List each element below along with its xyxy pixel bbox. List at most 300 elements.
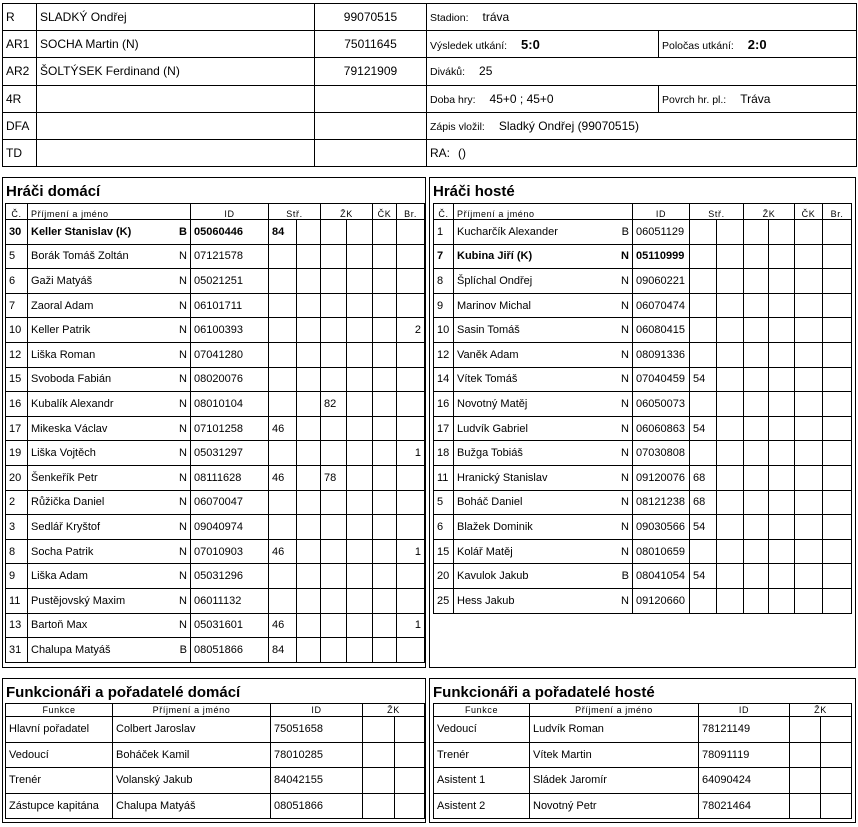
staff-role: Asistent 1 <box>434 768 530 794</box>
red-card <box>795 465 823 490</box>
staff-yellow-card-2 <box>395 793 425 819</box>
player-name-cell <box>454 515 633 540</box>
player-row <box>434 367 852 392</box>
player-number: 15 <box>6 367 28 392</box>
staff-yellow-card-2 <box>821 768 852 794</box>
player-row <box>434 392 852 417</box>
yellow-card-minute <box>744 367 769 392</box>
goals <box>823 441 852 466</box>
red-card <box>795 490 823 515</box>
player-number: 2 <box>6 490 28 515</box>
match-info-halftime <box>659 31 857 58</box>
player-id: 06050073 <box>633 392 690 417</box>
yellow-card-minute <box>744 465 769 490</box>
player-name-cell <box>454 318 633 343</box>
player-id: 05060446 <box>191 220 269 245</box>
staff-row <box>434 768 852 794</box>
substitution-minute <box>690 220 717 245</box>
player-name-cell <box>28 269 191 294</box>
player-name-cell <box>28 367 191 392</box>
substitution-minute <box>690 588 717 613</box>
player-number: 6 <box>434 515 454 540</box>
staff-yellow-card-2 <box>821 793 852 819</box>
player-type: N <box>621 397 629 410</box>
player-name: Sedlář Kryštof <box>31 520 101 533</box>
match-info-duration <box>427 85 659 112</box>
yellow-card-minute-2 <box>769 293 795 318</box>
player-name: Liška Roman <box>31 348 96 361</box>
player-row <box>434 220 852 245</box>
player-type: N <box>179 471 187 484</box>
header-1: Příjmení a jméno <box>454 204 633 220</box>
yellow-card-minute <box>744 490 769 515</box>
player-row <box>434 318 852 343</box>
player-number: 14 <box>434 367 454 392</box>
yellow-card-minute <box>321 638 347 663</box>
yellow-card-minute-2 <box>769 318 795 343</box>
staff-role: Asistent 2 <box>434 793 530 819</box>
red-card <box>795 220 823 245</box>
player-type: N <box>621 447 629 460</box>
red-card <box>795 515 823 540</box>
player-name-cell <box>454 244 633 269</box>
match-spectators: 25 <box>479 64 493 79</box>
match-ra: () <box>458 146 467 161</box>
player-id: 07041280 <box>191 342 269 367</box>
substitution-minute <box>690 342 717 367</box>
official-row <box>3 112 857 139</box>
player-number: 10 <box>434 318 454 343</box>
yellow-card-minute: 82 <box>321 392 347 417</box>
match-surface-label: Povrch hr. pl.: <box>662 93 727 106</box>
staff-header-row <box>434 704 852 717</box>
player-type: N <box>179 570 187 583</box>
player-header-row <box>434 204 852 220</box>
player-name-cell <box>28 564 191 589</box>
staff-name: Vítek Martin <box>530 742 699 768</box>
substitution-minute: 84 <box>269 638 297 663</box>
yellow-card-minute-2 <box>769 588 795 613</box>
player-number: 16 <box>6 392 28 417</box>
official-role: 4R <box>3 85 37 112</box>
yellow-card-minute-2 <box>347 220 373 245</box>
yellow-card-minute <box>744 392 769 417</box>
yellow-card-minute-2 <box>769 564 795 589</box>
player-name-cell <box>28 293 191 318</box>
official-row <box>3 31 857 58</box>
staff-yellow-card-2 <box>821 717 852 743</box>
goals <box>823 367 852 392</box>
player-name-cell <box>28 465 191 490</box>
player-row <box>434 342 852 367</box>
official-row <box>3 4 857 31</box>
substitution-minute-2 <box>717 588 744 613</box>
player-id: 06051129 <box>633 220 690 245</box>
staff-yellow-card-2 <box>395 742 425 768</box>
yellow-card-minute-2 <box>347 293 373 318</box>
player-type: B <box>621 570 629 583</box>
yellow-card-minute <box>744 515 769 540</box>
player-name: Liška Vojtěch <box>31 447 96 460</box>
official-name: SLADKÝ Ondřej <box>37 4 315 31</box>
player-id: 08051866 <box>191 638 269 663</box>
header-0: Č. <box>6 204 28 220</box>
player-id: 09060221 <box>633 269 690 294</box>
yellow-card-minute <box>744 342 769 367</box>
substitution-minute <box>269 588 297 613</box>
staff-row <box>6 742 425 768</box>
player-type: N <box>179 422 187 435</box>
player-name-cell <box>454 564 633 589</box>
header-3: Stř. <box>269 204 321 220</box>
home-players-table <box>5 203 425 663</box>
player-number: 9 <box>6 564 28 589</box>
player-name-cell <box>28 416 191 441</box>
substitution-minute-2 <box>717 293 744 318</box>
staff-id: 84042155 <box>271 768 363 794</box>
red-card <box>795 269 823 294</box>
player-id: 08010104 <box>191 392 269 417</box>
goals <box>823 293 852 318</box>
player-id: 07040459 <box>633 367 690 392</box>
staff-header-2: ID <box>699 704 790 717</box>
player-type: B <box>621 225 629 238</box>
staff-yellow-card <box>790 793 821 819</box>
substitution-minute <box>269 564 297 589</box>
yellow-card-minute-2 <box>769 490 795 515</box>
red-card <box>373 539 397 564</box>
player-type: N <box>179 397 187 410</box>
goals <box>823 564 852 589</box>
player-number: 9 <box>434 293 454 318</box>
player-name: Ludvík Gabriel <box>457 422 528 435</box>
substitution-minute-2 <box>717 465 744 490</box>
red-card <box>373 490 397 515</box>
red-card <box>795 367 823 392</box>
player-row <box>434 244 852 269</box>
player-row <box>434 441 852 466</box>
player-name: Šenkeřík Petr <box>31 471 98 484</box>
player-number: 12 <box>434 342 454 367</box>
player-number: 17 <box>6 416 28 441</box>
player-id: 09120076 <box>633 465 690 490</box>
player-name-cell <box>454 441 633 466</box>
player-row <box>6 515 425 540</box>
staff-header-0: Funkce <box>434 704 530 717</box>
player-name: Hess Jakub <box>457 594 515 607</box>
yellow-card-minute-2 <box>347 490 373 515</box>
yellow-card-minute-2 <box>769 269 795 294</box>
goals <box>397 244 425 269</box>
player-id: 07101258 <box>191 416 269 441</box>
player-name-cell <box>28 613 191 638</box>
player-number: 1 <box>434 220 454 245</box>
staff-yellow-card <box>790 768 821 794</box>
official-name <box>37 85 315 112</box>
player-id: 05031601 <box>191 613 269 638</box>
player-name-cell <box>28 441 191 466</box>
goals <box>397 293 425 318</box>
yellow-card-minute <box>321 367 347 392</box>
yellow-card-minute <box>321 293 347 318</box>
away-staff-title: Funkcionáři a pořadatelé hosté <box>433 684 655 701</box>
header-2: ID <box>191 204 269 220</box>
header-4: ŽK <box>744 204 795 220</box>
match-info-ra <box>427 139 857 166</box>
player-row <box>6 588 425 613</box>
player-id: 06070474 <box>633 293 690 318</box>
goals <box>397 220 425 245</box>
goals <box>823 539 852 564</box>
substitution-minute-2 <box>717 416 744 441</box>
substitution-minute-2 <box>717 269 744 294</box>
substitution-minute-2 <box>297 539 321 564</box>
player-row <box>6 490 425 515</box>
staff-name: Ludvík Roman <box>530 717 699 743</box>
match-info-table <box>2 3 857 167</box>
staff-role: Vedoucí <box>6 742 113 768</box>
staff-yellow-card <box>363 717 395 743</box>
red-card <box>373 515 397 540</box>
player-type: N <box>179 299 187 312</box>
yellow-card-minute-2 <box>769 515 795 540</box>
player-row <box>6 416 425 441</box>
staff-header-1: Příjmení a jméno <box>113 704 271 717</box>
player-number: 31 <box>6 638 28 663</box>
player-name-cell <box>28 588 191 613</box>
substitution-minute-2 <box>297 490 321 515</box>
player-name-cell <box>454 269 633 294</box>
substitution-minute: 54 <box>690 367 717 392</box>
goals <box>397 638 425 663</box>
match-spectators-label: Diváků: <box>430 66 466 79</box>
match-info-stadion <box>427 4 857 31</box>
substitution-minute <box>690 318 717 343</box>
yellow-card-minute-2 <box>347 638 373 663</box>
yellow-card-minute <box>744 416 769 441</box>
substitution-minute <box>269 293 297 318</box>
staff-id: 78091119 <box>699 742 790 768</box>
staff-yellow-card <box>363 768 395 794</box>
player-row <box>6 367 425 392</box>
player-type: N <box>179 250 187 263</box>
header-5: ČK <box>795 204 823 220</box>
player-name: Svoboda Fabián <box>31 373 112 386</box>
player-row <box>434 539 852 564</box>
player-id: 06080415 <box>633 318 690 343</box>
player-row <box>6 342 425 367</box>
match-stadion: tráva <box>482 10 510 25</box>
staff-yellow-card-2 <box>395 717 425 743</box>
player-id: 07010903 <box>191 539 269 564</box>
staff-name: Chalupa Matyáš <box>113 793 271 819</box>
staff-role: Trenér <box>6 768 113 794</box>
player-type: N <box>621 594 629 607</box>
player-type: N <box>621 422 629 435</box>
match-info-result <box>427 31 659 58</box>
player-header-row <box>6 204 425 220</box>
official-name: ŠOLTÝSEK Ferdinand (N) <box>37 58 315 85</box>
player-number: 12 <box>6 342 28 367</box>
player-id: 08121238 <box>633 490 690 515</box>
staff-yellow-card-2 <box>821 742 852 768</box>
substitution-minute <box>690 392 717 417</box>
player-row <box>6 465 425 490</box>
player-id: 08010659 <box>633 539 690 564</box>
staff-role: Hlavní pořadatel <box>6 717 113 743</box>
staff-id: 64090424 <box>699 768 790 794</box>
yellow-card-minute-2 <box>347 367 373 392</box>
player-row <box>6 638 425 663</box>
staff-name: Sládek Jaromír <box>530 768 699 794</box>
player-row <box>6 244 425 269</box>
player-row <box>434 269 852 294</box>
player-name: Boháč Daniel <box>457 496 523 509</box>
goals <box>397 416 425 441</box>
player-name: Blažek Dominik <box>457 520 533 533</box>
player-number: 11 <box>434 465 454 490</box>
player-type: N <box>179 619 187 632</box>
player-row <box>434 588 852 613</box>
yellow-card-minute-2 <box>769 392 795 417</box>
official-row <box>3 139 857 166</box>
official-name <box>37 112 315 139</box>
player-id: 05021251 <box>191 269 269 294</box>
staff-row <box>434 717 852 743</box>
yellow-card-minute <box>744 588 769 613</box>
substitution-minute: 68 <box>690 465 717 490</box>
staff-name: Volanský Jakub <box>113 768 271 794</box>
yellow-card-minute: 78 <box>321 465 347 490</box>
player-name: Bartoň Max <box>31 619 88 632</box>
home-players-title: Hráči domácí <box>6 183 101 200</box>
player-name: Liška Adam <box>31 570 88 583</box>
staff-row <box>434 742 852 768</box>
official-role: R <box>3 4 37 31</box>
staff-yellow-card <box>363 793 395 819</box>
substitution-minute <box>269 392 297 417</box>
yellow-card-minute-2 <box>769 244 795 269</box>
player-type: N <box>179 373 187 386</box>
yellow-card-minute <box>744 220 769 245</box>
match-halftime: 2:0 <box>747 36 767 52</box>
yellow-card-minute-2 <box>347 244 373 269</box>
player-number: 7 <box>434 244 454 269</box>
substitution-minute-2 <box>297 318 321 343</box>
staff-header-3: ŽK <box>790 704 852 717</box>
player-name: Keller Stanislav (K) <box>31 225 132 238</box>
substitution-minute-2 <box>297 588 321 613</box>
substitution-minute-2 <box>297 441 321 466</box>
yellow-card-minute <box>321 269 347 294</box>
substitution-minute <box>269 367 297 392</box>
substitution-minute <box>690 269 717 294</box>
yellow-card-minute <box>744 244 769 269</box>
home-staff-table <box>5 703 425 819</box>
match-info-spectators <box>427 58 857 85</box>
player-name: Mikeska Václav <box>31 422 108 435</box>
player-id: 08020076 <box>191 367 269 392</box>
header-0: Č. <box>434 204 454 220</box>
player-id: 06011132 <box>191 588 269 613</box>
red-card <box>373 269 397 294</box>
player-id: 07121578 <box>191 244 269 269</box>
player-type: N <box>621 545 629 558</box>
yellow-card-minute <box>744 441 769 466</box>
away-players-title: Hráči hosté <box>433 183 515 200</box>
player-number: 18 <box>434 441 454 466</box>
goals <box>823 515 852 540</box>
substitution-minute: 54 <box>690 416 717 441</box>
player-name: Borák Tomáš Zoltán <box>31 250 129 263</box>
match-duration-label: Doba hry: <box>430 93 476 106</box>
player-number: 19 <box>6 441 28 466</box>
yellow-card-minute <box>321 515 347 540</box>
yellow-card-minute-2 <box>347 392 373 417</box>
substitution-minute: 46 <box>269 465 297 490</box>
player-name: Vítek Tomáš <box>457 373 518 386</box>
red-card <box>795 293 823 318</box>
yellow-card-minute-2 <box>347 588 373 613</box>
red-card <box>373 244 397 269</box>
goals <box>823 490 852 515</box>
goals <box>397 564 425 589</box>
match-result-label: Výsledek utkání: <box>430 39 508 52</box>
player-number: 15 <box>434 539 454 564</box>
red-card <box>373 564 397 589</box>
match-result: 5:0 <box>521 36 540 52</box>
goals <box>397 490 425 515</box>
staff-id: 08051866 <box>271 793 363 819</box>
substitution-minute: 54 <box>690 564 717 589</box>
player-name-cell <box>28 515 191 540</box>
goals: 1 <box>397 441 425 466</box>
yellow-card-minute <box>321 342 347 367</box>
player-name-cell <box>454 588 633 613</box>
player-type: N <box>179 594 187 607</box>
substitution-minute-2 <box>297 416 321 441</box>
player-name: Šplíchal Ondřej <box>457 274 533 287</box>
red-card <box>373 613 397 638</box>
yellow-card-minute <box>321 441 347 466</box>
match-info-surface <box>659 85 857 112</box>
yellow-card-minute <box>321 613 347 638</box>
official-id: 75011645 <box>315 31 427 58</box>
substitution-minute-2 <box>717 441 744 466</box>
goals: 2 <box>397 318 425 343</box>
player-number: 3 <box>6 515 28 540</box>
player-id: 09030566 <box>633 515 690 540</box>
red-card <box>795 244 823 269</box>
substitution-minute-2 <box>717 515 744 540</box>
substitution-minute: 46 <box>269 416 297 441</box>
player-id: 05031296 <box>191 564 269 589</box>
goals <box>397 465 425 490</box>
red-card <box>373 638 397 663</box>
player-name-cell <box>454 367 633 392</box>
substitution-minute-2 <box>297 293 321 318</box>
player-id: 08091336 <box>633 342 690 367</box>
player-id: 05031297 <box>191 441 269 466</box>
player-name: Růžička Daniel <box>31 496 105 509</box>
header-5: ČK <box>373 204 397 220</box>
player-name: Kolář Matěj <box>457 545 513 558</box>
player-number: 11 <box>6 588 28 613</box>
substitution-minute <box>269 318 297 343</box>
staff-row <box>6 793 425 819</box>
yellow-card-minute-2 <box>769 342 795 367</box>
red-card <box>373 293 397 318</box>
